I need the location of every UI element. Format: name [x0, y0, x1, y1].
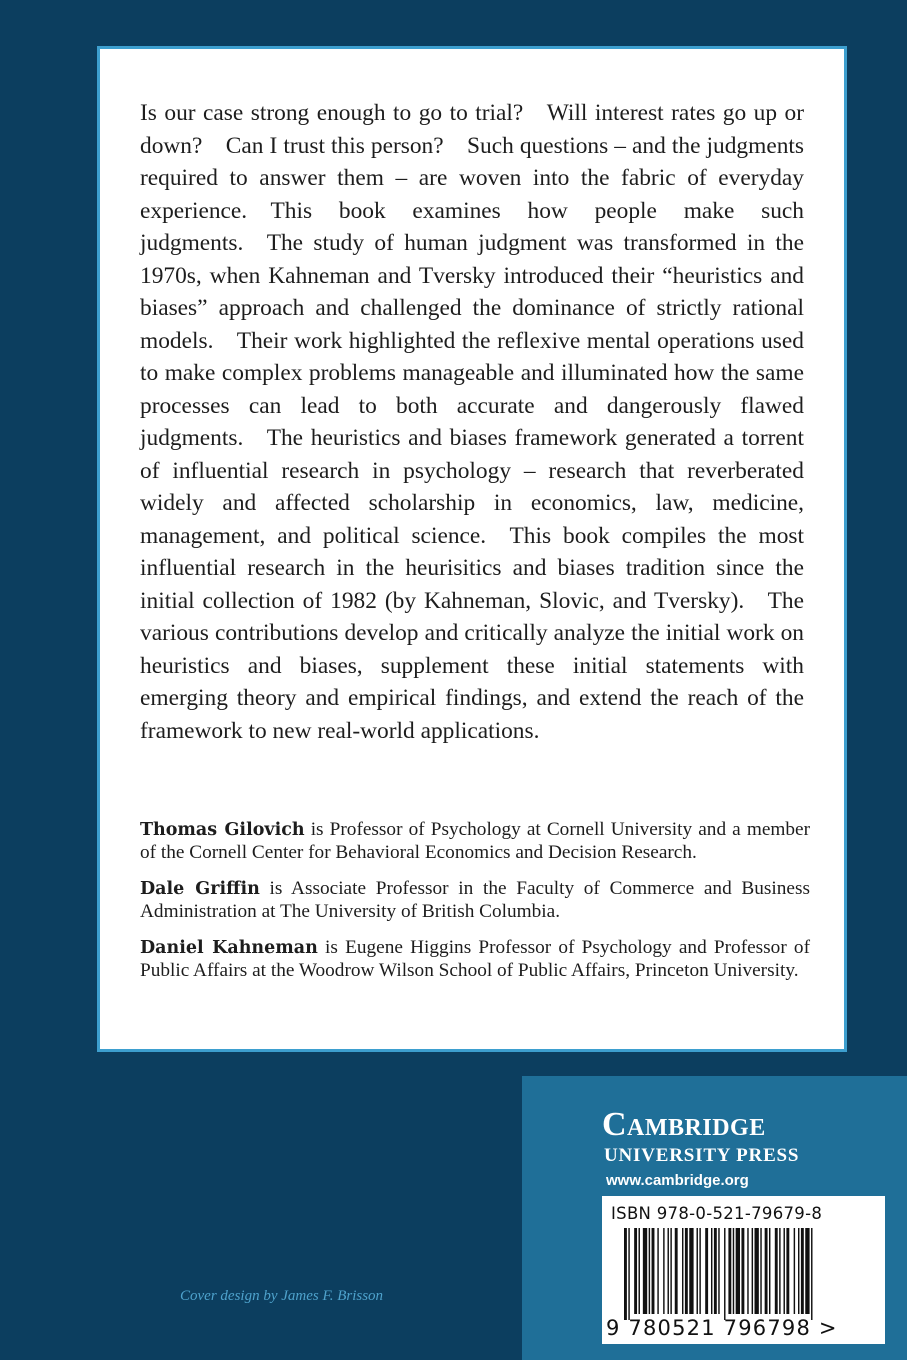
- isbn-label: ISBN 978-0-521-79679-8: [611, 1204, 823, 1223]
- barcode-bar: [682, 1228, 683, 1314]
- author-name: Daniel Kahneman: [140, 938, 318, 959]
- author-name: Thomas Gilovich: [140, 820, 305, 840]
- publisher-subtitle: UNIVERSITY PRESS: [604, 1145, 800, 1166]
- barcode-bar: [760, 1228, 761, 1314]
- author-bios: [140, 819, 810, 997]
- barcode-bar: [689, 1228, 693, 1314]
- barcode-bar: [714, 1228, 717, 1314]
- author-description: is Eugene Higgins Professor of Psychology and Professor of Public Affairs at the Woodrow Wilson School of Public Affairs, Princeton University.: [140, 937, 810, 981]
- barcode-bar: [775, 1228, 778, 1314]
- barcode-bar: [786, 1228, 789, 1314]
- barcode-bar: [747, 1228, 748, 1314]
- barcode-bar: [801, 1228, 804, 1314]
- book-description: Is our case strong enough to go to trial? Will interest rates go up or down? Can I trust this person? Such questions – and the judgments required to answer them – are woven into the fabric of everyday experience. This book examines how people make such judgments. The study of human judgment was transformed in the 1970s, when Kahneman and Tversky introduced their “heuristics and biases” approach and challenged the dominance of strictly rational models. Their work highlighted the reflexive mental operations used to make complex problems manageable and illuminated how the same processes can lead to both accurate and dangerously flawed judgments. The heuristics and biases framework generated a torrent of influential research in psychology – research that reverberated widely and affected scholarship in economics, law, medicine, management, and political science. This book compiles the most influential research in the heurisitics and biases tradition since the initial collection of 1982 (by Kahneman, Slovic, and Tversky). The various contributions develop and critically analyze the initial work on heuristics and biases, supplement these initial statements with emerging theory and empirical findings, and extend the reach of the framework to new real-world applications.: [140, 100, 804, 744]
- barcode-bar: [643, 1228, 647, 1314]
- barcode-bar: [685, 1228, 688, 1314]
- barcode-bar: [805, 1228, 809, 1314]
- author-bio-griffin: [140, 878, 810, 923]
- author-description: is Associate Professor in the Faculty of Commerce and Business Administration at The University of British Columbia.: [140, 878, 810, 922]
- barcode-bar: [649, 1228, 650, 1314]
- barcode-bar: [769, 1228, 770, 1314]
- barcode-bar: [639, 1228, 640, 1314]
- cover-design-credit: Cover design by James F. Brisson: [180, 1288, 384, 1304]
- barcode-bar: [663, 1228, 664, 1314]
- barcode-bar: [736, 1228, 740, 1314]
- barcode-bar: [675, 1228, 678, 1314]
- author-name: Dale Griffin: [140, 879, 260, 900]
- back-cover-text-panel: [97, 46, 847, 1052]
- barcode-bars: [624, 1228, 874, 1320]
- barcode-bar: [755, 1228, 759, 1314]
- barcode-bar: [699, 1228, 700, 1314]
- barcode-bar: [652, 1228, 655, 1314]
- barcode-bar: [657, 1228, 658, 1314]
- isbn-barcode: [602, 1196, 885, 1344]
- barcode-bar: [765, 1228, 768, 1314]
- barcode-bar: [811, 1228, 812, 1320]
- barcode-bar: [728, 1228, 731, 1314]
- barcode-digits: 9 780521 796798 >: [606, 1316, 838, 1340]
- author-bio-gilovich: [140, 819, 810, 864]
- author-bio-kahneman: [140, 937, 810, 982]
- barcode-bar: [634, 1228, 637, 1314]
- barcode-bar: [779, 1228, 780, 1314]
- barcode-bar: [711, 1228, 712, 1314]
- publisher-block: [522, 1076, 907, 1360]
- barcode-bar: [624, 1228, 627, 1320]
- barcode-bar: [798, 1228, 799, 1314]
- barcode-bar: [668, 1228, 669, 1314]
- author-description: is Professor of Psychology at Cornell University and a member of the Cornell Center for Behavioral Economics and Decision Research.: [140, 819, 810, 863]
- barcode-bar: [784, 1228, 785, 1314]
- barcode-bar: [794, 1228, 795, 1314]
- barcode-bar: [705, 1228, 708, 1314]
- barcode-bar: [697, 1228, 698, 1314]
- barcode-bar: [724, 1228, 725, 1320]
- publisher-name: Cambridge: [602, 1106, 766, 1143]
- publisher-url: www.cambridge.org: [606, 1172, 749, 1189]
- barcode-bar: [733, 1228, 734, 1314]
- barcode-bar: [670, 1228, 671, 1314]
- barcode-bar: [741, 1228, 744, 1314]
- barcode-bar: [628, 1228, 629, 1320]
- barcode-bar: [752, 1228, 753, 1314]
- barcode-bar: [718, 1228, 719, 1314]
